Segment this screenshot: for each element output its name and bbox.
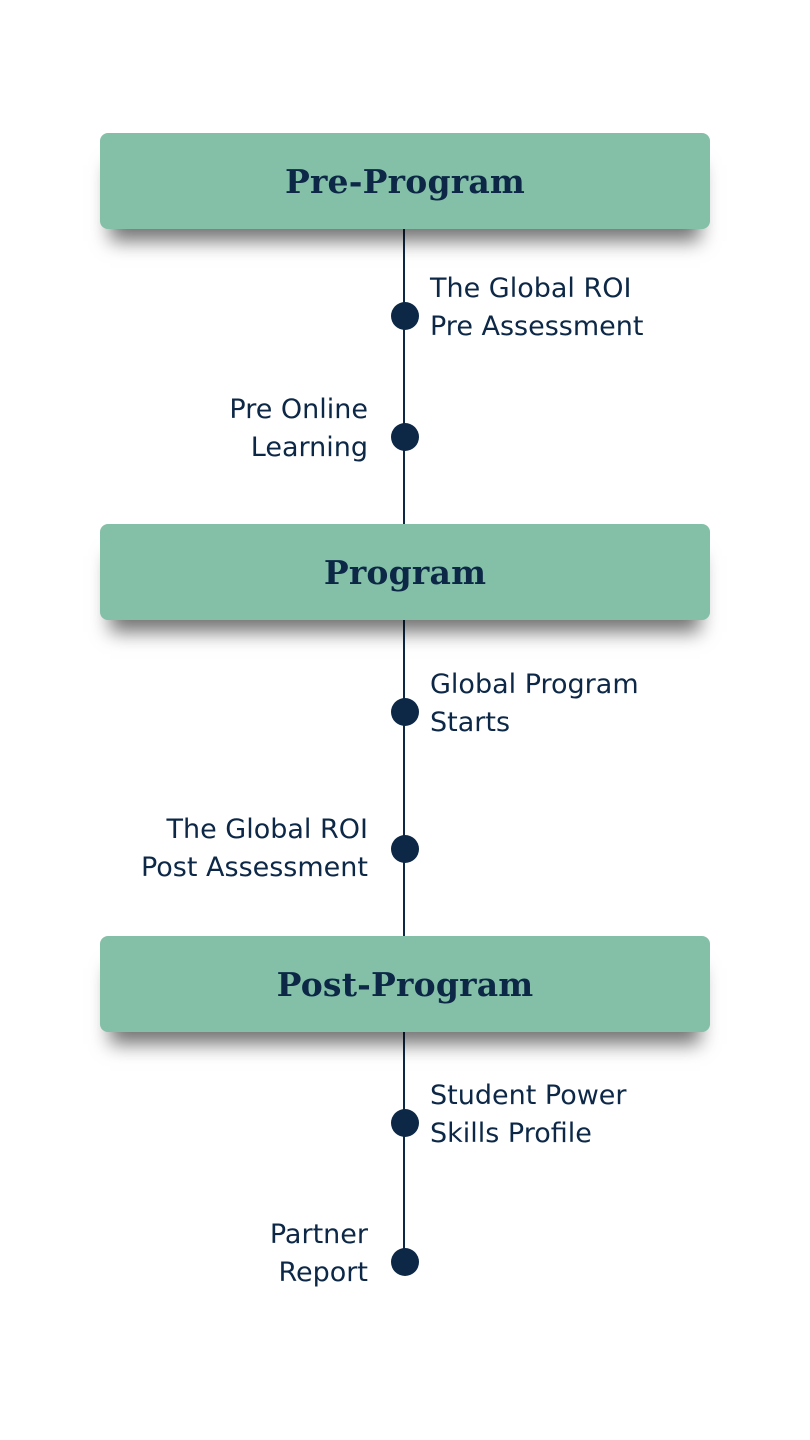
phase-box-post-program [100,936,710,1032]
phase-box-pre-program [100,133,710,229]
step-label-student-power-skills-profile [430,1077,627,1153]
timeline-dot [391,1109,419,1137]
step-label-line: The Global ROI [166,814,368,845]
timeline-connector [403,618,405,938]
timeline-connector [403,1030,405,1262]
step-label-line: Pre Online [229,394,368,425]
timeline-dot [391,1248,419,1276]
step-label-partner-report [270,1216,368,1292]
timeline-dot [391,302,419,330]
timeline-dot [391,835,419,863]
timeline-dot [391,698,419,726]
step-label-line: Global Program [430,669,639,700]
timeline-connector [403,228,405,526]
step-label-global-roi-pre-assessment [430,270,643,346]
step-label-line: Partner [269,1219,368,1250]
step-label-line: Learning [250,432,368,463]
step-label-line: Post Assessment [140,852,368,883]
timeline-dot [391,423,419,451]
step-label-line: Pre Assessment [430,311,644,342]
step-label-line: Starts [430,707,511,738]
step-label-global-program-starts [430,666,639,742]
phase-title: Post-Program [276,964,534,1004]
phase-title: Program [323,552,487,592]
step-label-line: The Global ROI [430,273,632,304]
step-label-line: Report [278,1257,368,1288]
step-label-line: Student Power [430,1080,627,1111]
phase-title: Pre-Program [284,161,526,201]
step-label-pre-online-learning [229,391,368,467]
step-label-global-roi-post-assessment [141,811,368,887]
step-label-line: Skills Profile [430,1118,592,1149]
phase-box-program [100,524,710,620]
